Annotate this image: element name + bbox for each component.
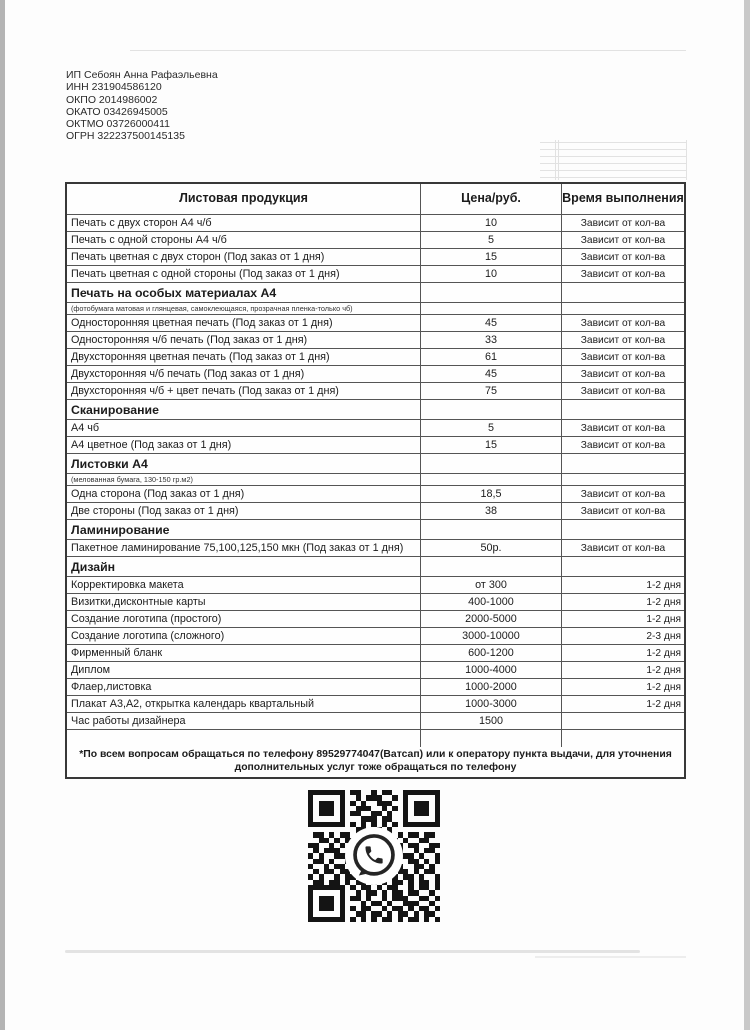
time-cell: 1-2 дня bbox=[646, 664, 681, 676]
table-row bbox=[67, 366, 684, 383]
section-row bbox=[67, 400, 684, 420]
time-cell bbox=[562, 283, 684, 302]
table-body bbox=[67, 215, 684, 747]
gridline bbox=[540, 156, 686, 157]
product-cell: Двухсторонняя ч/б печать (Под заказ от 1 дня) bbox=[67, 366, 421, 382]
header-price: Цена/руб. bbox=[421, 184, 562, 214]
table-row bbox=[67, 486, 684, 503]
product-cell: Односторонняя цветная печать (Под заказ от 1 дня) bbox=[67, 315, 421, 331]
time-cell: 1-2 дня bbox=[646, 698, 681, 710]
company-info-line: ОГРН 322237500145135 bbox=[66, 130, 185, 143]
time-cell bbox=[562, 454, 684, 473]
price-cell: 2000-5000 bbox=[421, 611, 562, 627]
time-cell bbox=[562, 520, 684, 539]
right-edge-strip bbox=[744, 0, 750, 1030]
time-cell: Зависит от кол-ва bbox=[580, 317, 666, 329]
table-row bbox=[67, 232, 684, 249]
product-cell: Односторонняя ч/б печать (Под заказ от 1 дня) bbox=[67, 332, 421, 348]
price-cell: 400-1000 bbox=[421, 594, 562, 610]
section-row bbox=[67, 283, 684, 303]
left-edge-strip bbox=[0, 0, 5, 1030]
company-info-line: ИП Себоян Анна Рафаэльевна bbox=[66, 69, 218, 81]
product-cell: А4 цветное (Под заказ от 1 дня) bbox=[67, 437, 421, 453]
table-row bbox=[67, 383, 684, 400]
whatsapp-icon bbox=[348, 830, 400, 882]
price-cell bbox=[421, 730, 562, 747]
time-cell: Зависит от кол-ва bbox=[580, 368, 666, 380]
product-cell: Пакетное ламинирование 75,100,125,150 мкн (Под заказ от 1 дня) bbox=[67, 540, 421, 556]
time-cell: 1-2 дня bbox=[646, 596, 681, 608]
price-cell: 10 bbox=[421, 266, 562, 282]
product-cell: Печать с двух сторон А4 ч/б bbox=[67, 215, 421, 231]
gridline bbox=[540, 149, 686, 150]
table-row bbox=[67, 679, 684, 696]
table-row bbox=[67, 628, 684, 645]
product-cell: Диплом bbox=[67, 662, 421, 678]
price-cell: 18,5 bbox=[421, 486, 562, 502]
product-cell: А4 чб bbox=[67, 420, 421, 436]
table-row bbox=[67, 645, 684, 662]
footnote-line2: дополнительных услуг тоже обращаться по телефону bbox=[234, 761, 517, 773]
gridline-top bbox=[130, 50, 686, 51]
time-cell: Зависит от кол-ва bbox=[580, 234, 666, 246]
price-cell bbox=[421, 454, 562, 473]
table-row bbox=[67, 315, 684, 332]
company-info bbox=[66, 69, 218, 143]
price-cell bbox=[421, 474, 562, 485]
scan-shadow-line bbox=[535, 956, 686, 958]
price-cell: 3000-10000 bbox=[421, 628, 562, 644]
table-row bbox=[67, 420, 684, 437]
product-cell: Визитки,дисконтные карты bbox=[67, 594, 421, 610]
header-product: Листовая продукция bbox=[67, 184, 421, 214]
section-row bbox=[67, 520, 684, 540]
product-cell: Ламинирование bbox=[67, 520, 421, 539]
price-cell: 5 bbox=[421, 232, 562, 248]
product-cell: Плакат А3,А2, открытка календарь квартальный bbox=[67, 696, 421, 712]
price-cell: 45 bbox=[421, 366, 562, 382]
footnote-line1: *По всем вопросам обращаться по телефону 89529774047(Ватсап) или к оператору пункта выдачи, для уточнения bbox=[79, 749, 672, 760]
header-time: Время выполнения bbox=[562, 191, 684, 206]
price-cell: 1500 bbox=[421, 713, 562, 729]
company-info-line: ОКТМО 03726000411 bbox=[66, 118, 170, 131]
time-cell: Зависит от кол-ва bbox=[580, 385, 666, 397]
gridline bbox=[555, 140, 556, 180]
company-info-line: ИНН 231904586120 bbox=[66, 81, 162, 94]
table-row bbox=[67, 249, 684, 266]
table-row bbox=[67, 332, 684, 349]
scan-shadow-line bbox=[65, 950, 640, 953]
time-cell: Зависит от кол-ва bbox=[580, 351, 666, 363]
product-cell: Две стороны (Под заказ от 1 дня) bbox=[67, 503, 421, 519]
price-cell: 1000-2000 bbox=[421, 679, 562, 695]
gridline bbox=[558, 140, 559, 180]
table-row bbox=[67, 474, 684, 486]
time-cell: Зависит от кол-ва bbox=[580, 334, 666, 346]
product-cell: Печать цветная с двух сторон (Под заказ от 1 дня) bbox=[67, 249, 421, 265]
time-cell: 1-2 дня bbox=[646, 681, 681, 693]
table-row bbox=[67, 503, 684, 520]
product-cell: Создание логотипа (сложного) bbox=[67, 628, 421, 644]
time-cell: Зависит от кол-ва bbox=[580, 268, 666, 280]
table-row bbox=[67, 713, 684, 730]
product-cell: Сканирование bbox=[67, 400, 421, 419]
table-row bbox=[67, 611, 684, 628]
table-row bbox=[67, 266, 684, 283]
gridline bbox=[540, 142, 686, 143]
time-cell: 1-2 дня bbox=[646, 579, 681, 591]
price-cell: 45 bbox=[421, 315, 562, 331]
table-row bbox=[67, 303, 684, 315]
table-row bbox=[67, 662, 684, 679]
price-cell: 61 bbox=[421, 349, 562, 365]
price-cell: 50р. bbox=[421, 540, 562, 556]
table-header-row bbox=[67, 184, 684, 215]
product-cell: Листовки А4 bbox=[67, 454, 421, 473]
product-cell: Одна сторона (Под заказ от 1 дня) bbox=[67, 486, 421, 502]
time-cell: Зависит от кол-ва bbox=[580, 422, 666, 434]
time-cell: 2-3 дня bbox=[646, 630, 681, 642]
time-cell bbox=[562, 557, 684, 576]
price-cell: 1000-4000 bbox=[421, 662, 562, 678]
product-cell: (фотобумага матовая и глянцевая, самоклеющаяся, прозрачная пленка-только чб) bbox=[67, 303, 421, 314]
time-cell: Зависит от кол-ва bbox=[580, 217, 666, 229]
section-row bbox=[67, 454, 684, 474]
price-cell bbox=[421, 303, 562, 314]
product-cell: Двухсторонняя цветная печать (Под заказ от 1 дня) bbox=[67, 349, 421, 365]
gridline bbox=[540, 163, 686, 164]
table-row bbox=[67, 696, 684, 713]
product-cell bbox=[67, 730, 421, 747]
gridline bbox=[686, 140, 687, 180]
product-cell: Печать цветная с одной стороны (Под заказ от 1 дня) bbox=[67, 266, 421, 282]
time-cell: 1-2 дня bbox=[646, 647, 681, 659]
product-cell: Час работы дизайнера bbox=[67, 713, 421, 729]
gridline bbox=[540, 177, 686, 178]
price-cell: 33 bbox=[421, 332, 562, 348]
price-cell: 5 bbox=[421, 420, 562, 436]
product-cell: Флаер,листовка bbox=[67, 679, 421, 695]
price-cell bbox=[421, 283, 562, 302]
footnote-row bbox=[67, 747, 684, 777]
product-cell: Фирменный бланк bbox=[67, 645, 421, 661]
price-cell: 600-1200 bbox=[421, 645, 562, 661]
time-cell bbox=[562, 713, 684, 729]
price-cell: 15 bbox=[421, 437, 562, 453]
product-cell: Печать на особых материалах А4 bbox=[67, 283, 421, 302]
product-cell: (мелованная бумага, 130-150 гр.м2) bbox=[67, 474, 421, 485]
company-info-line: ОКАТО 03426945005 bbox=[66, 105, 168, 118]
price-cell: 38 bbox=[421, 503, 562, 519]
section-row bbox=[67, 557, 684, 577]
price-cell bbox=[421, 400, 562, 419]
table-row bbox=[67, 540, 684, 557]
price-cell: 1000-3000 bbox=[421, 696, 562, 712]
price-cell: 15 bbox=[421, 249, 562, 265]
price-cell: от 300 bbox=[421, 577, 562, 593]
time-cell bbox=[562, 730, 684, 747]
table-row bbox=[67, 594, 684, 611]
table-row bbox=[67, 730, 684, 747]
price-cell: 75 bbox=[421, 383, 562, 399]
time-cell: Зависит от кол-ва bbox=[580, 505, 666, 517]
product-cell: Создание логотипа (простого) bbox=[67, 611, 421, 627]
time-cell: 1-2 дня bbox=[646, 613, 681, 625]
table-row bbox=[67, 437, 684, 454]
table-row bbox=[67, 215, 684, 232]
product-cell: Корректировка макета bbox=[67, 577, 421, 593]
time-cell: Зависит от кол-ва bbox=[580, 488, 666, 500]
time-cell: Зависит от кол-ва bbox=[580, 439, 666, 451]
company-info-line: ОКПО 2014986002 bbox=[66, 93, 158, 106]
time-cell bbox=[562, 400, 684, 419]
price-cell: 10 bbox=[421, 215, 562, 231]
time-cell: Зависит от кол-ва bbox=[580, 251, 666, 263]
product-cell: Двухсторонняя ч/б + цвет печать (Под заказ от 1 дня) bbox=[67, 383, 421, 399]
price-table bbox=[65, 182, 686, 779]
whatsapp-qr-code bbox=[308, 790, 440, 922]
time-cell: Зависит от кол-ва bbox=[580, 542, 666, 554]
table-row bbox=[67, 349, 684, 366]
time-cell bbox=[562, 303, 684, 314]
product-cell: Печать с одной стороны А4 ч/б bbox=[67, 232, 421, 248]
table-row bbox=[67, 577, 684, 594]
product-cell: Дизайн bbox=[67, 557, 421, 576]
time-cell bbox=[562, 474, 684, 485]
price-cell bbox=[421, 520, 562, 539]
gridline bbox=[540, 170, 686, 171]
price-cell bbox=[421, 557, 562, 576]
